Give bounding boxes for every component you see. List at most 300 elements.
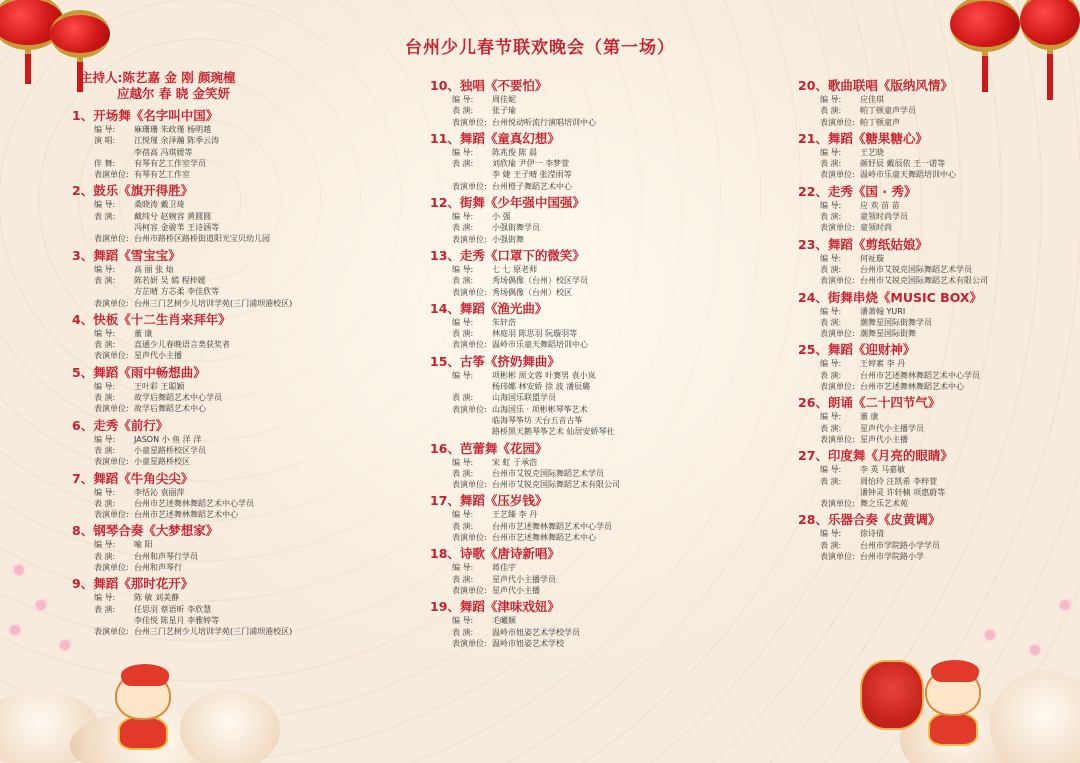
detail-label: 编 导:: [452, 317, 474, 327]
program-item: [72, 311, 392, 362]
program-detail-row: [72, 403, 392, 414]
detail-label: 表演单位:: [94, 563, 129, 573]
program-title: 3、舞蹈《雪宝宝》: [72, 247, 181, 263]
detail-label: 表 演:: [452, 329, 474, 339]
detail-value: 台州和声琴行学员: [134, 551, 198, 561]
detail-value: 七 七 原老师: [492, 264, 538, 274]
detail-label: 编 导:: [452, 147, 474, 157]
detail-value: 蒋佳宇: [492, 563, 516, 573]
detail-value: 李恬沁 袁丽萍: [134, 487, 185, 497]
detail-label: 编 导:: [452, 563, 474, 573]
detail-value: 小童星路桥校区: [134, 457, 190, 467]
detail-label: 编 导:: [452, 616, 474, 626]
detail-value: 秀场偶像（台州）校区: [492, 287, 572, 297]
program-detail-row: [430, 181, 770, 192]
program-detail-row: [430, 532, 770, 543]
lion-dance-icon: [860, 660, 924, 730]
detail-value: 秀场偶像（台州）校区学员: [492, 276, 588, 286]
program-title: 17、舞蹈《压岁钱》: [430, 493, 548, 509]
detail-value: 周怡玲 汪凯希 李梓萱: [860, 476, 938, 486]
program-column-3: [798, 77, 1068, 564]
detail-value: 星声代小主播学员: [492, 574, 556, 584]
program-detail-row: [72, 445, 392, 456]
program-detail-row: [798, 169, 1068, 180]
program-title: 4、快板《十二生肖来拜年》: [72, 311, 231, 327]
detail-value: 直通少儿春晚语言类获奖者: [134, 340, 230, 350]
program-detail-row: [798, 158, 1068, 169]
detail-label: 表演单位:: [94, 170, 129, 180]
program-title: 12、街舞《少年强中国强》: [430, 195, 585, 211]
detail-label: 编 导:: [820, 306, 842, 316]
hosts-block: [80, 70, 236, 102]
program-detail-row: [72, 286, 392, 297]
program-detail-row: [430, 222, 770, 233]
detail-value: 李 英 马嘉敏: [860, 465, 906, 475]
program-title: 14、舞蹈《渔光曲》: [430, 300, 548, 316]
detail-label: 表 演:: [94, 445, 116, 455]
detail-label: 编 导:: [820, 359, 842, 369]
program-title: 15、古筝《挤奶舞曲》: [430, 353, 560, 369]
program-item: [798, 236, 1068, 287]
detail-label: 表演单位:: [94, 404, 129, 414]
plum-blossom-icon: [985, 630, 995, 640]
program-detail-row: [798, 370, 1068, 381]
detail-value: 星声代小主播学员: [860, 423, 924, 433]
program-title: 16、芭蕾舞《花园》: [430, 440, 548, 456]
program-detail-row: [798, 275, 1068, 286]
detail-value: 台州市艾锐克国际舞蹈艺术有限公司: [492, 480, 620, 490]
program-detail-row: [430, 468, 770, 479]
program-detail-row: [430, 317, 770, 328]
program-title: 26、朗诵《二十四节气》: [798, 395, 941, 411]
program-detail-row: [798, 328, 1068, 339]
program-detail-row: [72, 328, 392, 339]
program-detail-row: [798, 476, 1068, 487]
detail-value: 帕丁顿童声学员: [860, 106, 916, 116]
program-title: 21、舞蹈《糖果糖心》: [798, 130, 928, 146]
detail-label: 表演单位:: [94, 627, 129, 637]
program-item: [798, 289, 1068, 340]
program-item: [798, 183, 1068, 234]
detail-value: 应 欢 苗 苗: [860, 200, 900, 210]
detail-value: 项彬彬 周文蓉 叶赛男 袁小岚: [492, 370, 596, 380]
program-detail-row: [798, 211, 1068, 222]
detail-label: 编 导:: [452, 457, 474, 467]
detail-label: 编 导:: [94, 328, 116, 338]
program-detail-row: [72, 392, 392, 403]
program-detail-row: [72, 381, 392, 392]
program-item: [798, 394, 1068, 445]
detail-label: 表 演:: [452, 393, 474, 403]
detail-value: 台州市艺述舞林舞蹈艺术中心: [860, 382, 964, 392]
program-title: 22、走秀《国 · 秀》: [798, 183, 917, 199]
detail-value: 潘萧翰 YURI: [860, 306, 906, 316]
program-detail-row: [430, 169, 770, 180]
program-detail-row: [72, 498, 392, 509]
program-detail-row: [430, 287, 770, 298]
detail-label: 表演单位:: [94, 510, 129, 520]
program-detail-row: [430, 627, 770, 638]
detail-value: 有琴有艺工作室学员: [134, 158, 206, 168]
detail-label: 表演单位:: [94, 351, 129, 361]
program-item: [72, 575, 392, 637]
detail-label: 表演单位:: [452, 404, 487, 414]
detail-label: 编 导:: [452, 212, 474, 222]
detail-label: 表 演:: [452, 223, 474, 233]
detail-label: 表 演:: [94, 551, 116, 561]
detail-value: 温岭市乐童天舞蹈培训中心: [860, 170, 956, 180]
program-item: [798, 130, 1068, 181]
program-detail-row: [72, 211, 392, 222]
detail-value: 台州市艺述舞林舞蹈艺术中心学员: [860, 370, 980, 380]
program-detail-row: [72, 350, 392, 361]
detail-label: 编 导:: [94, 593, 116, 603]
program-item: [430, 130, 770, 192]
program-detail-row: [72, 604, 392, 615]
detail-label: 编 导:: [452, 95, 474, 104]
detail-value: 王婷素 李 丹: [860, 359, 906, 369]
program-detail-row: [798, 253, 1068, 264]
detail-value: 台州三门艺树少儿培训学苑(三门浦坝港校区): [134, 627, 293, 637]
detail-label: 演 唱:: [94, 136, 116, 146]
program-detail-row: [430, 615, 770, 626]
detail-value: 台州市艾锐克国际舞蹈艺术学员: [860, 264, 972, 274]
detail-label: 表 演:: [94, 393, 116, 403]
program-title: 13、走秀《口罩下的微笑》: [430, 247, 585, 263]
program-detail-row: [72, 539, 392, 550]
program-item: [72, 107, 392, 180]
detail-value: 台州市路桥区路桥街道阳光宝贝幼儿园: [134, 234, 270, 244]
program-item: [430, 492, 770, 543]
detail-value: 台州市学院路小学学员: [860, 540, 940, 550]
detail-label: 表演单位:: [452, 638, 487, 648]
program-detail-row: [798, 498, 1068, 509]
program-detail-row: [798, 434, 1068, 445]
program-item: [72, 522, 392, 573]
detail-value: JASON 小 鱼 洋 洋: [134, 434, 202, 444]
program-detail-row: [72, 147, 392, 158]
detail-value: 朱轩浩: [492, 317, 516, 327]
program-detail-row: [798, 423, 1068, 434]
detail-value: 宋 虹 于承浩: [492, 457, 538, 467]
program-detail-row: [430, 105, 770, 116]
program-detail-row: [72, 298, 392, 309]
program-title: 7、舞蹈《牛角尖尖》: [72, 470, 194, 486]
ox-mascot-icon: [115, 672, 171, 750]
detail-value: 台州悦动听流行演唱培训中心: [492, 117, 596, 127]
program-detail-row: [430, 211, 770, 222]
detail-value: 临海琴筝坊 天台五音古筝: [492, 415, 583, 425]
detail-value: 王艺臻 李 丹: [492, 510, 538, 520]
program-detail-row: [430, 381, 770, 392]
program-detail-row: [430, 117, 770, 128]
program-title: 2、鼓乐《旗开得胜》: [72, 183, 194, 199]
detail-label: 编 导:: [820, 147, 842, 157]
program-detail-row: [798, 381, 1068, 392]
plum-blossom-icon: [60, 640, 70, 650]
program-detail-row: [430, 562, 770, 573]
detail-label: 表 演:: [452, 627, 474, 637]
program-detail-row: [430, 275, 770, 286]
plum-blossom-icon: [1030, 645, 1040, 655]
detail-label: 表 演:: [452, 106, 474, 116]
detail-label: 表演单位:: [452, 585, 487, 595]
program-detail-row: [430, 638, 770, 649]
detail-value: 王叶彩 王聪颖: [134, 381, 185, 391]
detail-label: 表演单位:: [820, 499, 855, 509]
detail-value: 董 康: [134, 328, 153, 338]
detail-label: 表演单位:: [94, 234, 129, 244]
page-title: 台州少儿春节联欢晚会（第一场）: [405, 38, 675, 58]
detail-label: 表 演:: [820, 106, 842, 116]
detail-value: 陈若妍 吴 嫣 程梓媛: [134, 275, 206, 285]
program-item: [72, 247, 392, 309]
detail-label: 表演单位:: [820, 434, 855, 444]
program-title: 9、舞蹈《那时花开》: [72, 576, 194, 592]
detail-value: 林庭羽 陈思羽 阮璇羽等: [492, 329, 578, 339]
detail-value: 陈 敏 刘美静: [134, 593, 180, 603]
program-title: 23、舞蹈《剪纸姑娘》: [798, 236, 928, 252]
program-detail-row: [430, 585, 770, 596]
hosts-line-1: [80, 70, 236, 86]
detail-value: 星声代小主播: [860, 434, 908, 444]
detail-value: 故学后舞蹈艺术中心学员: [134, 393, 222, 403]
program-item: [430, 353, 770, 438]
program-item: [430, 300, 770, 351]
program-title: 20、歌曲联唱《版纳风情》: [798, 78, 953, 93]
detail-label: 表演单位:: [452, 287, 487, 297]
detail-value: 杨玮娜 林安娇 徐 波 潘辰璐: [492, 382, 591, 392]
detail-value: 童领时尚学员: [860, 212, 908, 222]
program-detail-row: [72, 434, 392, 445]
detail-value: 台州三门艺树少儿培训学苑(三门浦坝港校区): [134, 298, 293, 308]
detail-value: 颜妤辰 戴辰依 王一诺等: [860, 159, 946, 169]
hosts-names-2: 应越尔 春 晓 金笑妍: [117, 86, 231, 101]
program-detail-row: [798, 317, 1068, 328]
auspicious-cloud-icon: [180, 690, 280, 763]
detail-label: 表 演:: [94, 211, 116, 221]
detail-label: 表 演:: [94, 275, 116, 285]
program-detail-row: [798, 540, 1068, 551]
detail-value: 何祉璇: [860, 253, 884, 263]
program-detail-row: [798, 147, 1068, 158]
program-title: 5、舞蹈《雨中畅想曲》: [72, 364, 206, 380]
detail-label: 编 导:: [820, 465, 842, 475]
detail-label: 表 演:: [452, 159, 474, 169]
program-title: 1、开场舞《名字叫中国》: [72, 108, 219, 123]
program-title: 10、独唱《不要怕》: [430, 78, 548, 93]
detail-value: 麻珊珊 朱政瑾 杨明越: [134, 125, 212, 134]
hosts-names-1: 陈艺嘉 金 刚 颜琬橦: [122, 70, 236, 85]
detail-value: 李蓓高 冯琪媛等: [134, 147, 193, 157]
program-detail-row: [430, 339, 770, 350]
detail-value: 刘欣瑜 尹伊一 李梦萱: [492, 159, 570, 169]
detail-value: 李 婕 王子晴 张滢雨等: [492, 170, 572, 180]
program-item: [72, 182, 392, 244]
program-item: [72, 364, 392, 415]
detail-label: 表演单位:: [452, 533, 487, 543]
program-detail-row: [798, 528, 1068, 539]
program-detail-row: [72, 135, 392, 146]
program-detail-row: [798, 264, 1068, 275]
detail-label: 表 演:: [94, 604, 116, 614]
program-detail-row: [430, 509, 770, 520]
detail-value: 桑晓涛 戴卫琦: [134, 200, 185, 210]
detail-value: 故学后舞蹈艺术中心: [134, 404, 206, 414]
detail-value: 温岭市乐童天舞蹈培训中心: [492, 340, 588, 350]
program-detail-row: [72, 222, 392, 233]
detail-label: 表演单位:: [452, 181, 487, 191]
program-detail-row: [798, 551, 1068, 562]
program-detail-row: [72, 551, 392, 562]
detail-label: 伴 舞:: [94, 158, 116, 168]
detail-label: 表演单位:: [452, 234, 487, 244]
program-detail-row: [430, 457, 770, 468]
detail-label: 表 演:: [820, 476, 842, 486]
plum-blossom-icon: [1060, 600, 1070, 610]
detail-value: 王艺晓: [860, 147, 884, 157]
detail-value: 台州市艺述舞林舞蹈艺术中心学员: [134, 498, 254, 508]
program-detail-row: [430, 426, 770, 437]
program-item: [72, 417, 392, 468]
detail-value: 温岭市妞姿艺术学校: [492, 638, 564, 648]
program-detail-row: [430, 404, 770, 415]
detail-value: 冯柯容 金骏苇 王诗涵等: [134, 223, 220, 233]
detail-label: 编 导:: [820, 95, 842, 104]
program-title: 18、诗歌《唐诗新唱》: [430, 546, 560, 562]
detail-value: 潮舞星国际街舞学员: [860, 317, 932, 327]
detail-value: 山海国乐 · 项彬彬琴筝艺术: [492, 404, 588, 414]
detail-label: 表 演:: [94, 340, 116, 350]
program-detail-row: [430, 392, 770, 403]
program-detail-row: [798, 117, 1068, 128]
detail-value: 有琴有艺工作室: [134, 170, 190, 180]
detail-label: 表演单位:: [452, 480, 487, 490]
detail-label: 编 导:: [94, 125, 116, 134]
detail-label: 编 导:: [94, 487, 116, 497]
program-detail-row: [798, 358, 1068, 369]
program-title: 28、乐器合奏《皮黄调》: [798, 512, 941, 528]
detail-value: 舞之乐艺术苑: [860, 499, 908, 509]
program-item: [798, 77, 1068, 128]
detail-value: 喻 阳: [134, 540, 153, 550]
detail-label: 表 演:: [820, 370, 842, 380]
auspicious-cloud-icon: [990, 670, 1080, 763]
detail-value: 潘钟灵 许轩楠 项惠蔚等: [860, 487, 946, 497]
detail-value: 董 康: [860, 412, 879, 422]
detail-label: 表 演:: [452, 468, 474, 478]
program-item: [430, 194, 770, 245]
program-column-2: [430, 77, 770, 651]
detail-label: 编 导:: [820, 412, 842, 422]
program-detail-row: [72, 562, 392, 573]
program-detail-row: [798, 105, 1068, 116]
program-detail-row: [798, 306, 1068, 317]
detail-label: 编 导:: [94, 434, 116, 444]
program-detail-row: [430, 328, 770, 339]
program-detail-row: [798, 94, 1068, 105]
detail-value: 小 强: [492, 212, 511, 222]
detail-label: 表 演:: [452, 276, 474, 286]
detail-value: 台州和声琴行: [134, 563, 182, 573]
program-detail-row: [798, 487, 1068, 498]
program-detail-row: [72, 158, 392, 169]
hosts-label: 主持人:: [80, 70, 123, 85]
program-detail-row: [72, 509, 392, 520]
program-detail-row: [430, 370, 770, 381]
detail-label: 表演单位:: [820, 552, 855, 562]
detail-value: 温岭市妞姿艺术学校学员: [492, 627, 580, 637]
program-detail-row: [798, 200, 1068, 211]
detail-label: 表 演:: [452, 521, 474, 531]
plum-blossom-icon: [36, 600, 46, 610]
detail-value: 戴纯兮 赵婉容 黄圆圆: [134, 211, 212, 221]
program-item: [798, 447, 1068, 509]
program-detail-row: [72, 615, 392, 626]
detail-value: 小强街舞: [492, 234, 524, 244]
program-item: [430, 545, 770, 596]
program-detail-row: [798, 464, 1068, 475]
detail-value: 台州市学院路小学: [860, 552, 924, 562]
detail-value: 山海国乐联盟学员: [492, 393, 556, 403]
program-detail-row: [430, 94, 770, 105]
detail-label: 表演单位:: [452, 117, 487, 127]
detail-value: 星声代小主播: [134, 351, 182, 361]
program-detail-row: [430, 234, 770, 245]
detail-value: 潮舞星国际街舞: [860, 329, 916, 339]
detail-value: 应佳琪: [860, 95, 884, 104]
detail-label: 编 导:: [94, 264, 116, 274]
detail-value: 任思羽 蔡语昕 李欣慧: [134, 604, 212, 614]
detail-label: 表 演:: [820, 212, 842, 222]
program-item: [798, 511, 1068, 562]
detail-label: 表演单位:: [820, 382, 855, 392]
detail-value: 徐诗倩: [860, 529, 884, 539]
detail-label: 表演单位:: [820, 223, 855, 233]
program-detail-row: [72, 124, 392, 135]
detail-value: 台州市艾锐克国际舞蹈艺术有限公司: [860, 276, 988, 286]
program-item: [430, 247, 770, 298]
program-title: 27、印度舞《月亮的眼睛》: [798, 448, 953, 464]
program-detail-row: [798, 411, 1068, 422]
detail-label: 编 导:: [452, 370, 474, 380]
detail-label: 表 演:: [820, 317, 842, 327]
program-detail-row: [72, 275, 392, 286]
detail-value: 星声代小主播: [492, 585, 540, 595]
program-detail-row: [430, 158, 770, 169]
detail-value: 童领时尚: [860, 223, 892, 233]
detail-value: 帕丁顿童声: [860, 117, 900, 127]
program-item: [72, 470, 392, 521]
detail-label: 表演单位:: [452, 340, 487, 350]
program-title: 25、舞蹈《迎财神》: [798, 342, 916, 358]
detail-value: 毛曦颖: [492, 616, 516, 626]
detail-value: 台州市艺述舞林舞蹈艺术中心: [134, 510, 238, 520]
detail-label: 编 导:: [94, 200, 116, 210]
program-detail-row: [72, 626, 392, 637]
detail-label: 编 导:: [452, 264, 474, 274]
program-item: [430, 440, 770, 491]
ox-mascot-icon: [925, 668, 981, 746]
program-title: 24、街舞串烧《MUSIC BOX》: [798, 289, 983, 305]
detail-label: 表 演:: [94, 498, 116, 508]
detail-label: 表 演:: [820, 540, 842, 550]
detail-label: 表演单位:: [94, 457, 129, 467]
detail-label: 表演单位:: [94, 298, 129, 308]
plum-blossom-icon: [10, 625, 20, 635]
program-title: 11、舞蹈《童真幻想》: [430, 130, 560, 146]
program-detail-row: [72, 456, 392, 467]
